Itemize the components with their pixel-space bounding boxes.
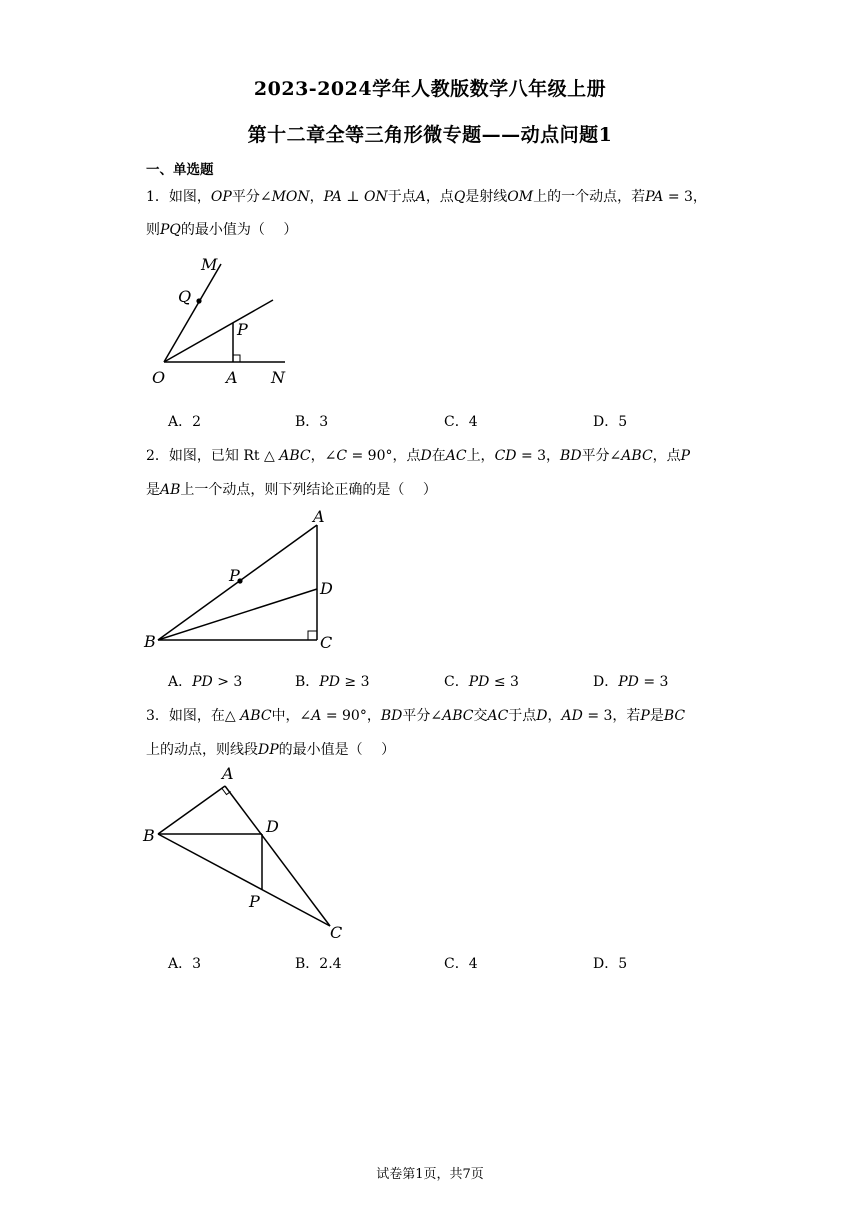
option-b[interactable]: B．3	[295, 414, 329, 430]
option-b[interactable]: B．PD ≥ 3	[295, 674, 370, 690]
option-d[interactable]: D．5	[593, 956, 628, 972]
label-p: P	[229, 566, 240, 585]
option-c[interactable]: C．4	[444, 414, 478, 430]
label-c: C	[330, 923, 343, 942]
label-m: M	[201, 255, 218, 274]
label-p: P	[237, 320, 248, 339]
segment-bc	[158, 834, 330, 926]
option-a[interactable]: A．2	[168, 414, 202, 430]
segment-ac	[225, 786, 330, 926]
label-b: B	[143, 826, 155, 845]
question-1-line-1: 1．如图，OP平分∠MON，PA ⊥ ON于点A，点Q是射线OM上的一个动点，若PA = 3，	[146, 189, 707, 205]
option-d[interactable]: D．PD = 3	[593, 674, 669, 690]
title-line-2: 第十二章全等三角形微专题——动点问题1	[247, 124, 613, 146]
option-a[interactable]: A．3	[168, 956, 202, 972]
question-3-line-2: 上的动点，则线段DP的最小值是（ ）	[146, 742, 396, 758]
question-1-line-2: 则PQ的最小值为（ ）	[146, 222, 298, 238]
question-3-options	[168, 953, 728, 973]
label-c: C	[320, 633, 333, 652]
label-p: P	[249, 892, 260, 911]
segment-ba	[158, 786, 225, 834]
label-o: O	[152, 368, 166, 387]
option-c[interactable]: C．PD ≤ 3	[444, 674, 519, 690]
question-2-line-2: 是AB上一个动点，则下列结论正确的是（ ）	[146, 482, 437, 498]
option-c[interactable]: C．4	[444, 956, 478, 972]
title-line-1: 2023-2024学年人教版数学八年级上册	[253, 78, 607, 100]
label-a: A	[313, 507, 325, 526]
page-footer: 试卷第1页，共7页	[376, 1167, 484, 1182]
label-n: N	[271, 368, 285, 387]
question-3-line-1: 3．如图，在△ ABC中，∠A = 90°，BD平分∠ABC交AC于点D，AD = 3，若P是BC	[146, 708, 686, 724]
label-a: A	[226, 368, 238, 387]
label-b: B	[144, 632, 156, 651]
label-d: D	[266, 817, 279, 836]
label-a: A	[222, 764, 234, 783]
section-heading: 一、单选题	[146, 162, 214, 178]
option-a[interactable]: A．PD > 3	[168, 674, 243, 690]
option-b[interactable]: B．2.4	[295, 956, 342, 972]
label-d: D	[320, 579, 333, 598]
question-2-line-1: 2．如图，已知 Rt △ ABC，∠C = 90°，点D在AC上，CD = 3，BD平分∠ABC，点P	[146, 448, 691, 464]
option-d[interactable]: D．5	[593, 414, 628, 430]
label-q: Q	[178, 287, 192, 306]
